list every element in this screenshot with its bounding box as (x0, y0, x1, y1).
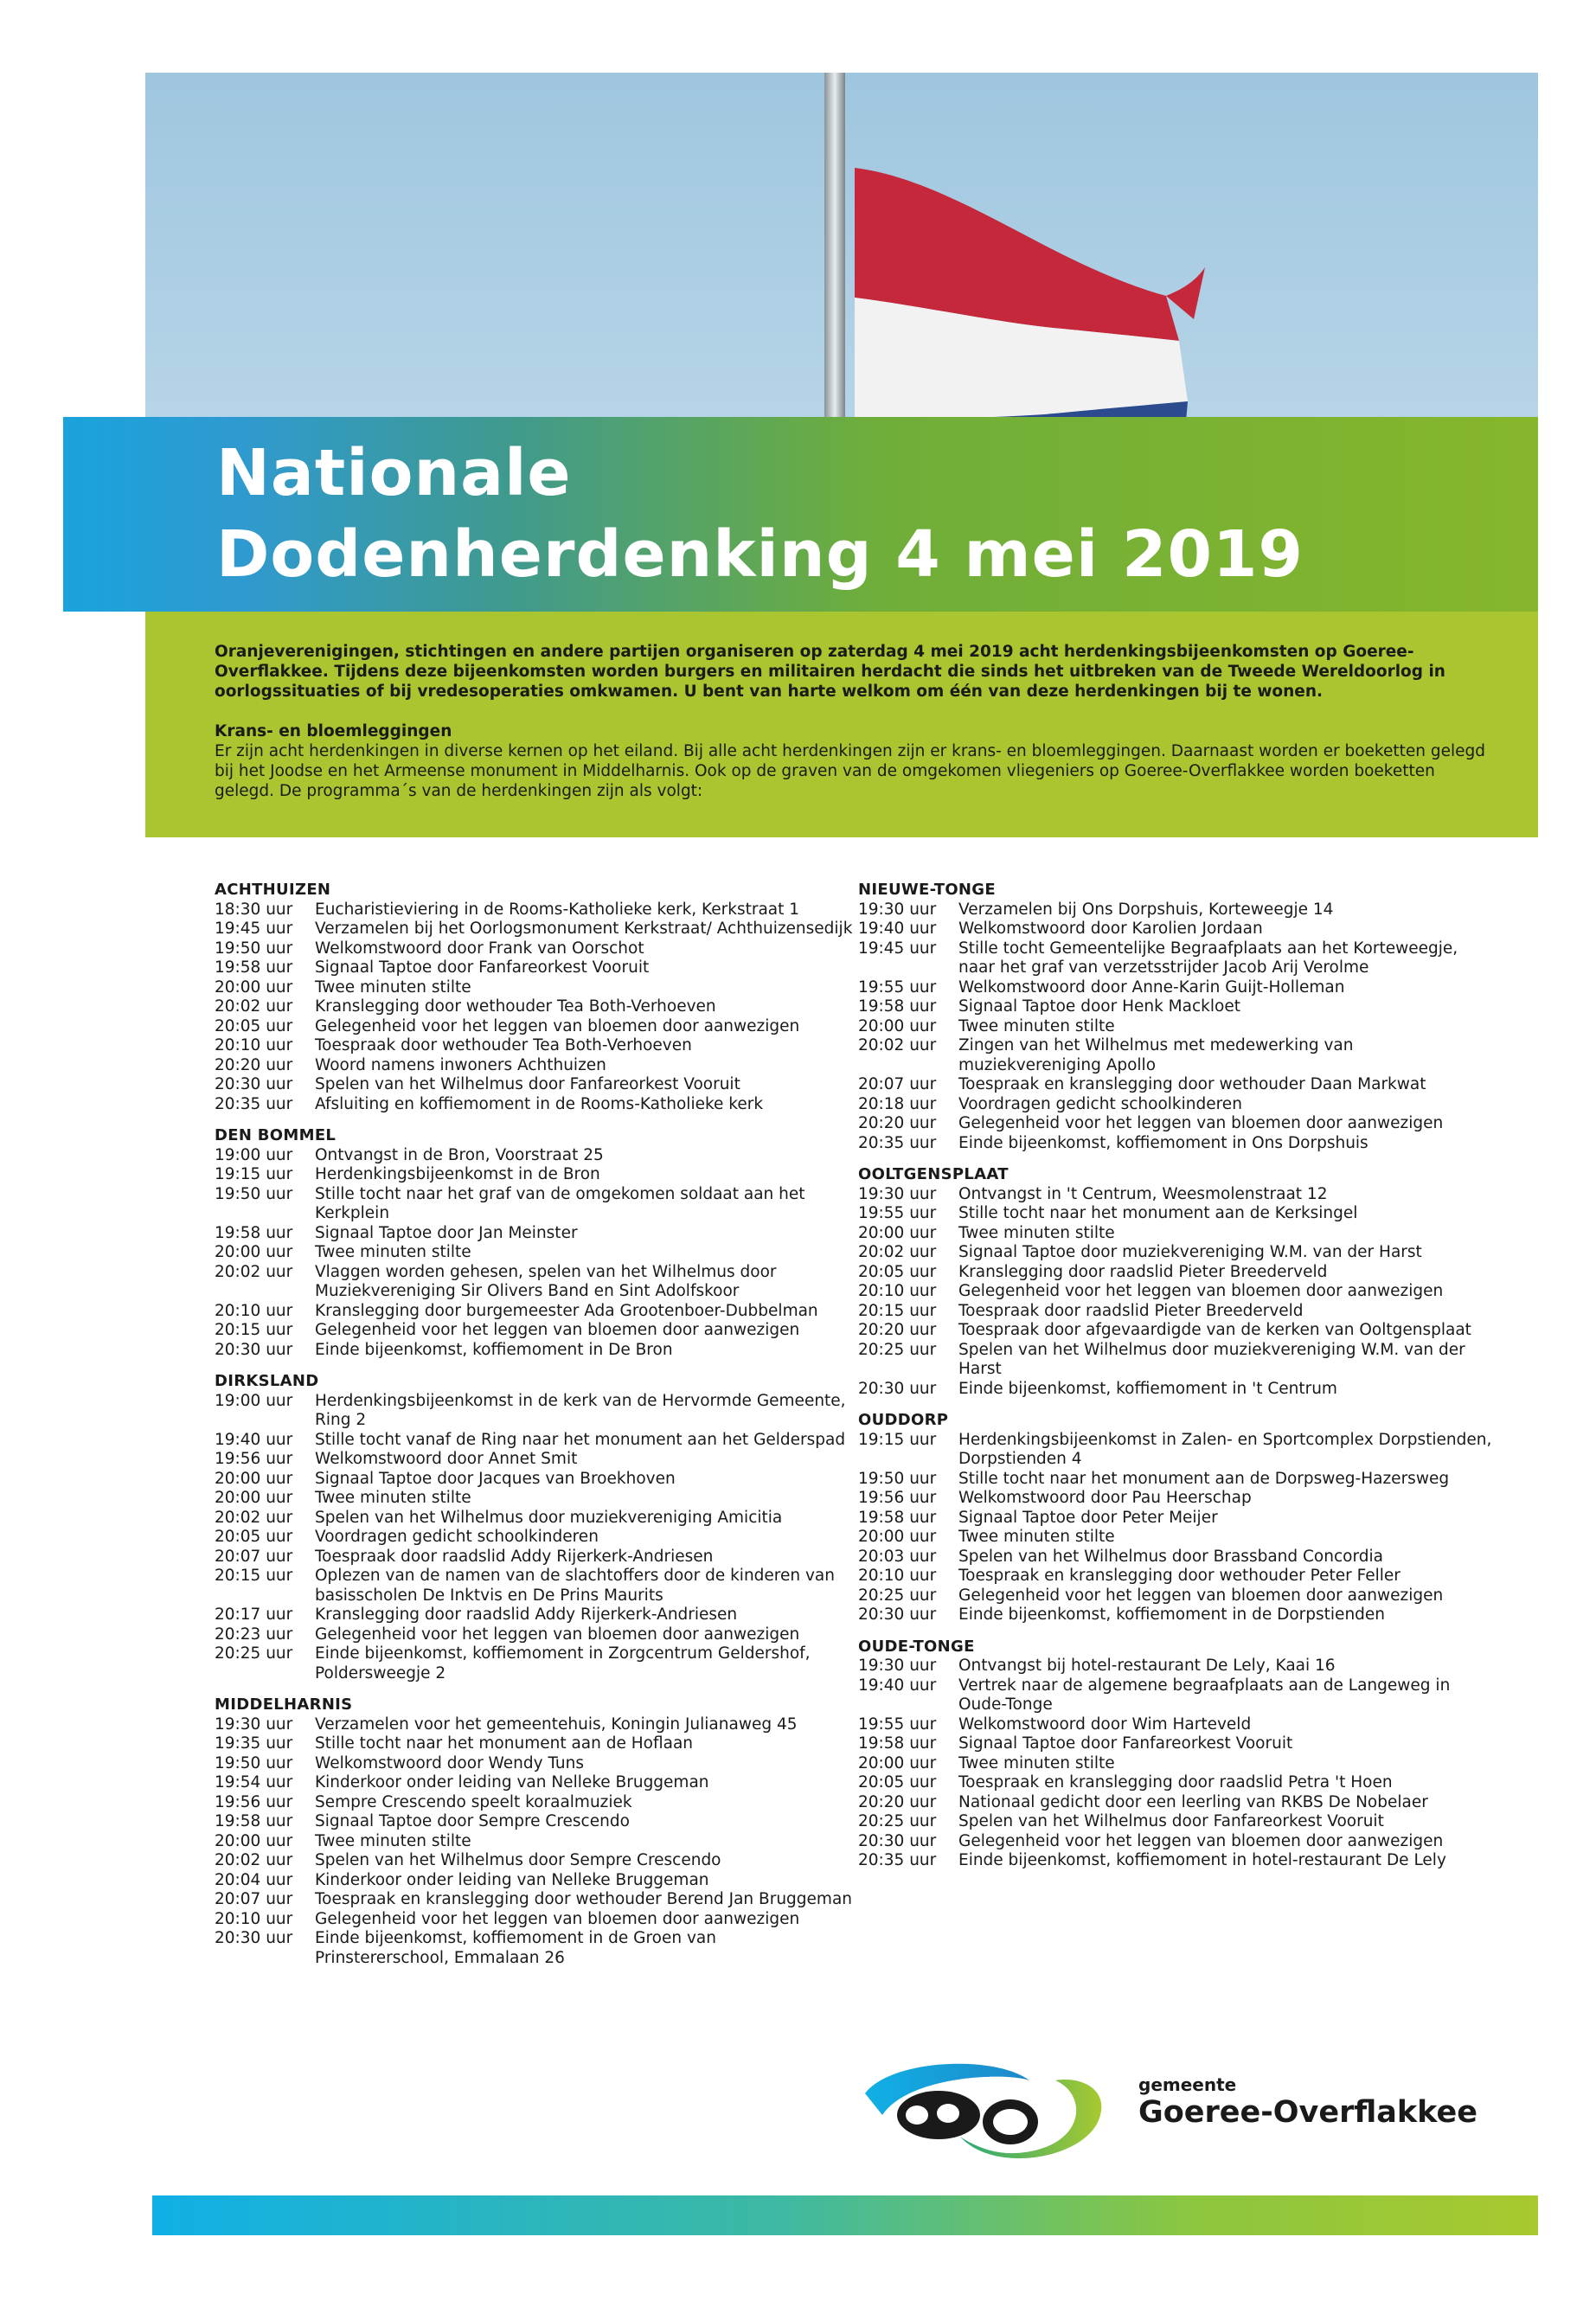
program-description: Verzamelen voor het gemeentehuis, Koningin Julianaweg 45 (315, 1715, 798, 1734)
program-description: Welkomstwoord door Wim Harteveld (958, 1715, 1252, 1734)
program-description: Herdenkingsbijeenkomst in de Bron (315, 1165, 600, 1183)
program-description: Toespraak en kranslegging door raadslid Petra 't Hoen (958, 1773, 1393, 1791)
program-row (215, 1224, 855, 1244)
program-time: 19:58 uur (215, 1812, 293, 1830)
program-description: Gelegenheid voor het leggen van bloemen door aanwezigen (315, 1321, 800, 1339)
program-description: Welkomstwoord door Annet Smit (315, 1450, 578, 1468)
program-description: Vertrek naar de algemene begraafplaats aan de Langeweg in Oude-Tonge (958, 1676, 1451, 1714)
program-row (858, 1832, 1498, 1852)
program-description: Herdenkingsbijeenkomst in Zalen- en Sportcomplex Dorpstienden, Dorpstienden 4 (958, 1430, 1492, 1468)
program-description: Einde bijeenkomst, koffiemoment in 't Centrum (958, 1379, 1337, 1398)
program-description: Signaal Taptoe door Fanfareorkest Vooruit (958, 1734, 1293, 1753)
program-description: Einde bijeenkomst, koffiemoment in hotel-restaurant De Lely (958, 1851, 1446, 1869)
program-description: Zingen van het Wilhelmus met medewerking van muziekvereniging Apollo (958, 1036, 1354, 1074)
program-row (858, 1793, 1498, 1813)
program-description: Kranslegging door raadslid Addy Rijerkerk-Andriesen (315, 1606, 738, 1624)
program-description: Signaal Taptoe door Jan Meinster (315, 1223, 578, 1242)
section-title: NIEUWE-TONGE (858, 881, 996, 899)
program-time: 20:04 uur (215, 1870, 293, 1889)
program-time: 20:30 uur (215, 1340, 293, 1359)
program-row (858, 1243, 1498, 1263)
program-description: Oplezen van de namen van de slachtoffers door de kinderen van basisscholen De Inktvis en De Prins Maurits (315, 1567, 835, 1605)
program-time: 20:02 uur (858, 1243, 937, 1261)
program-row (215, 1056, 855, 1076)
program-row (215, 1528, 855, 1548)
program-description: Signaal Taptoe door Fanfareorkest Vooruit (315, 958, 650, 977)
program-row (858, 1851, 1498, 1871)
program-row (215, 1302, 855, 1322)
program-time: 19:45 uur (215, 920, 293, 938)
program-time: 19:30 uur (858, 1657, 937, 1675)
program-row (215, 1793, 855, 1813)
program-row (215, 1431, 855, 1451)
logo-name: Goeree-Overflakkee (1138, 2095, 1477, 2130)
program-description: Spelen van het Wilhelmus door Brassband Concordia (958, 1547, 1383, 1566)
program-row (215, 978, 855, 998)
program-time: 20:05 uur (215, 1016, 293, 1035)
program-description: Herdenkingsbijeenkomst in de kerk van de Hervormde Gemeente, Ring 2 (315, 1391, 846, 1429)
program-time: 20:30 uur (858, 1831, 937, 1850)
program-time: 19:15 uur (858, 1430, 937, 1449)
program-description: Stille tocht naar het graf van de omgekomen soldaat aan het Kerkplein (315, 1184, 805, 1222)
program-row (215, 958, 855, 978)
program-description: Ontvangst in de Bron, Voorstraat 25 (315, 1145, 604, 1164)
program-time: 19:15 uur (215, 1165, 293, 1183)
program-time: 20:10 uur (215, 1036, 293, 1054)
program-time: 20:00 uur (215, 1243, 293, 1261)
program-description: Gelegenheid voor het leggen van bloemen door aanwezigen (958, 1114, 1444, 1132)
program-row (858, 1509, 1498, 1529)
program-time: 20:20 uur (858, 1114, 937, 1132)
program-description: Twee minuten stilte (958, 1223, 1115, 1242)
program-description: Spelen van het Wilhelmus door Fanfareorkest Vooruit (315, 1075, 740, 1093)
program-description: Toespraak door wethouder Tea Both-Verhoeven (315, 1036, 692, 1054)
program-description: Gelegenheid voor het leggen van bloemen door aanwezigen (315, 1016, 800, 1035)
program-time: 20:10 uur (858, 1282, 937, 1300)
program-time: 19:58 uur (215, 958, 293, 977)
program-row (215, 1095, 855, 1115)
program-row (215, 1910, 855, 1930)
program-time: 19:40 uur (858, 1676, 937, 1695)
section-title: MIDDELHARNIS (215, 1695, 353, 1714)
program-description: Welkomstwoord door Pau Heerschap (958, 1489, 1252, 1507)
program-time: 20:20 uur (215, 1055, 293, 1074)
program-row (215, 1715, 855, 1735)
program-row (215, 1341, 855, 1361)
program-row (858, 1734, 1498, 1754)
program-row (858, 1657, 1498, 1676)
program-row (215, 1036, 855, 1056)
section-title: DIRKSLAND (215, 1372, 319, 1390)
program-time: 20:02 uur (215, 997, 293, 1016)
program-row (858, 1302, 1498, 1322)
program-description: Welkomstwoord door Anne-Karin Guijt-Holleman (958, 977, 1345, 997)
program-description: Spelen van het Wilhelmus door Sempre Crescendo (315, 1851, 721, 1869)
program-description: Signaal Taptoe door muziekvereniging W.M. van der Harst (958, 1243, 1422, 1261)
program-time: 19:50 uur (215, 1753, 293, 1772)
program-row (215, 1321, 855, 1341)
program-description: Welkomstwoord door Wendy Tuns (315, 1753, 585, 1772)
program-description: Einde bijeenkomst, koffiemoment in de Groen van Prinstererschool, Emmalaan 26 (315, 1929, 716, 1967)
program-description: Signaal Taptoe door Peter Meijer (958, 1508, 1218, 1527)
program-description: Verzamelen bij het Oorlogsmonument Kerkstraat/ Achthuizensedijk (315, 920, 853, 938)
program-time: 20:25 uur (215, 1644, 293, 1663)
program-description: Spelen van het Wilhelmus door Fanfareorkest Vooruit (958, 1812, 1384, 1830)
program-time: 20:15 uur (858, 1301, 937, 1320)
page-title (216, 433, 1427, 595)
program-description: Welkomstwoord door Frank van Oorschot (315, 939, 644, 958)
program-row (858, 1528, 1498, 1548)
program-time: 20:03 uur (858, 1547, 937, 1566)
program-description: Stille tocht Gemeentelijke Begraafplaats aan het Korteweegje, naar het graf van verzetsstrijder Jacob Arij Verolme (958, 939, 1458, 977)
program-row (858, 1773, 1498, 1793)
program-description: Voordragen gedicht schoolkinderen (315, 1528, 599, 1546)
program-row (858, 1341, 1498, 1380)
program-description: Signaal Taptoe door Jacques van Broekhoven (315, 1469, 676, 1488)
program-time: 20:25 uur (858, 1586, 937, 1605)
title-line-2: Dodenherdenking 4 mei 2019 (216, 517, 1304, 592)
program-row (858, 1489, 1498, 1509)
program-description: Toespraak en kranslegging door wethouder Peter Feller (958, 1567, 1401, 1585)
program-time: 19:45 uur (858, 939, 937, 958)
program-section (215, 1372, 855, 1683)
program-time: 19:40 uur (858, 920, 937, 938)
program-row (858, 1470, 1498, 1490)
program-row (858, 1114, 1498, 1134)
program-description: Verzamelen bij Ons Dorpshuis, Korteweegje 14 (958, 900, 1334, 919)
program-description: Afsluiting en koffiemoment in de Rooms-Katholieke kerk (315, 1094, 764, 1113)
program-time: 20:25 uur (858, 1812, 937, 1830)
program-row (858, 997, 1498, 1017)
program-row (858, 1676, 1498, 1715)
program-description: Toespraak door raadslid Pieter Breederveld (958, 1301, 1304, 1320)
program-row (858, 1134, 1498, 1154)
program-row (858, 1282, 1498, 1302)
program-description: Einde bijeenkomst, koffiemoment in Zorgcentrum Geldershof, Poldersweegje 2 (315, 1644, 811, 1682)
program-time: 19:00 uur (215, 1391, 293, 1410)
program-row (215, 1606, 855, 1625)
program-description: Einde bijeenkomst, koffiemoment in de Dorpstienden (958, 1606, 1386, 1624)
program-row (215, 1509, 855, 1529)
program-row (215, 1625, 855, 1645)
program-description: Signaal Taptoe door Henk Mackloet (958, 997, 1240, 1016)
program-description: Kranslegging door wethouder Tea Both-Verhoeven (315, 997, 716, 1016)
program-row (215, 997, 855, 1017)
program-row (858, 1754, 1498, 1774)
program-row (215, 1392, 855, 1431)
title-line-1: Nationale (216, 436, 572, 510)
program-time: 19:55 uur (858, 1204, 937, 1222)
program-time: 20:30 uur (215, 1075, 293, 1093)
program-time: 19:56 uur (858, 1489, 937, 1507)
program-row (215, 1489, 855, 1509)
program-time: 20:10 uur (215, 1909, 293, 1928)
program-time: 20:00 uur (215, 1831, 293, 1850)
program-section (215, 1695, 855, 1968)
program-row (858, 1586, 1498, 1606)
intro-lead: Oranjeverenigingen, stichtingen en andere partijen organiseren op zaterdag 4 mei 2019 acht herdenkingsbijeenkomsten op Goeree-Overflakkee. Tijdens deze bijeenkomsten worden burgers en militairen herdacht die sinds het uitbreken van de Tweede Wereldoorlog in oorlogssituaties of bij vredesoperaties omkwamen. U bent van harte welkom om één van deze herdenkingen bij te wonen. (215, 643, 1445, 701)
program-time: 20:25 uur (858, 1340, 937, 1359)
program-description: Gelegenheid voor het leggen van bloemen door aanwezigen (315, 1625, 800, 1644)
program-column-left (215, 881, 855, 1980)
program-section (215, 881, 855, 1114)
program-time: 20:02 uur (215, 1851, 293, 1869)
program-row (858, 1036, 1498, 1075)
section-title: DEN BOMMEL (215, 1126, 337, 1144)
program-time: 19:58 uur (858, 1508, 937, 1527)
intro-text (215, 642, 1495, 801)
program-row (215, 1146, 855, 1166)
program-description: Kinderkoor onder leiding van Nelleke Bruggeman (315, 1773, 709, 1791)
program-time: 20:20 uur (858, 1321, 937, 1339)
program-row (858, 1715, 1498, 1735)
program-description: Ontvangst bij hotel-restaurant De Lely, Kaai 16 (958, 1657, 1336, 1675)
program-row (215, 1017, 855, 1037)
program-section (215, 1126, 855, 1360)
program-description: Toespraak en kranslegging door wethouder Daan Markwat (958, 1075, 1426, 1093)
program-description: Toespraak en kranslegging door wethouder Berend Jan Bruggeman (315, 1890, 853, 1908)
program-description: Twee minuten stilte (958, 1753, 1115, 1772)
program-row (215, 1450, 855, 1470)
program-section (858, 1165, 1498, 1399)
program-row (858, 1380, 1498, 1400)
program-time: 20:00 uur (858, 1223, 937, 1242)
program-description: Kranslegging door burgemeester Ada Grootenboer-Dubbelman (315, 1301, 818, 1320)
program-row (858, 1606, 1498, 1625)
section-title: OOLTGENSPLAAT (858, 1165, 1009, 1183)
program-time: 19:00 uur (215, 1145, 293, 1164)
program-description: Twee minuten stilte (315, 1831, 471, 1850)
program-row (215, 939, 855, 959)
program-time: 20:35 uur (858, 1133, 937, 1152)
program-time: 19:56 uur (215, 1450, 293, 1468)
program-row (858, 1567, 1498, 1586)
intro-subheading: Krans- en bloemleggingen (215, 722, 452, 740)
program-time: 20:30 uur (858, 1606, 937, 1624)
section-title: OUDE-TONGE (858, 1637, 975, 1656)
program-time: 20:07 uur (215, 1547, 293, 1566)
program-time: 19:30 uur (215, 1715, 293, 1734)
program-row (215, 1929, 855, 1968)
program-time: 20:30 uur (215, 1929, 293, 1947)
program-time: 19:30 uur (858, 900, 937, 919)
program-time: 19:56 uur (215, 1792, 293, 1811)
program-row (215, 1890, 855, 1910)
program-time: 20:23 uur (215, 1625, 293, 1644)
program-row (215, 1263, 855, 1302)
program-row (858, 1321, 1498, 1341)
program-description: Gelegenheid voor het leggen van bloemen door aanwezigen (315, 1909, 800, 1928)
program-time: 19:54 uur (215, 1773, 293, 1791)
program-section (858, 1638, 1498, 1871)
program-time: 20:02 uur (858, 1036, 937, 1054)
program-time: 20:05 uur (215, 1528, 293, 1546)
program-row (215, 1812, 855, 1832)
program-time: 20:00 uur (858, 1016, 937, 1035)
program-row (215, 1075, 855, 1095)
program-row (858, 1431, 1498, 1470)
program-description: Twee minuten stilte (315, 1489, 471, 1507)
program-description: Signaal Taptoe door Sempre Crescendo (315, 1812, 630, 1830)
program-time: 19:50 uur (858, 1469, 937, 1488)
program-description: Ontvangst in 't Centrum, Weesmolenstraat 12 (958, 1184, 1328, 1203)
program-row (215, 1851, 855, 1871)
program-time: 20:07 uur (215, 1890, 293, 1908)
section-title: ACHTHUIZEN (215, 881, 331, 899)
program-column-right (858, 881, 1498, 1883)
program-description: Einde bijeenkomst, koffiemoment in Ons Dorpshuis (958, 1133, 1368, 1152)
program-row (215, 1548, 855, 1567)
program-time: 19:40 uur (215, 1430, 293, 1449)
program-row (858, 901, 1498, 920)
intro-body: Er zijn acht herdenkingen in diverse kernen op het eiland. Bij alle acht herdenkingen zijn er krans- en bloemleggingen. Daarnaast worden er boeketten gelegd bij het Joodse en het Armeense monument in Middelharnis. Ook op de graven van de omgekomen vliegeniers op Goeree-Overflakkee worden boeketten gelegd. De programma´s van de herdenkingen zijn als volgt: (215, 742, 1485, 800)
program-time: 19:50 uur (215, 939, 293, 958)
program-description: Stille tocht naar het monument aan de Hoflaan (315, 1734, 694, 1753)
program-description: Voordragen gedicht schoolkinderen (958, 1094, 1242, 1113)
program-time: 19:35 uur (215, 1734, 293, 1753)
program-row (215, 1644, 855, 1683)
program-time: 19:58 uur (858, 1734, 937, 1753)
section-title: OUDDORP (858, 1411, 949, 1429)
program-row (858, 1017, 1498, 1037)
program-row (858, 1224, 1498, 1244)
program-row (215, 901, 855, 920)
program-row (215, 1832, 855, 1852)
program-time: 20:30 uur (858, 1379, 937, 1398)
program-time: 19:55 uur (858, 977, 937, 997)
program-description: Spelen van het Wilhelmus door muziekvereniging Amicitia (315, 1508, 783, 1527)
program-description: Woord namens inwoners Achthuizen (315, 1055, 606, 1074)
program-description: Toespraak door afgevaardigde van de kerken van Ooltgensplaat (958, 1321, 1471, 1339)
program-row (215, 1754, 855, 1774)
program-description: Twee minuten stilte (958, 1528, 1115, 1546)
program-time: 20:15 uur (215, 1567, 293, 1585)
program-time: 20:05 uur (858, 1773, 937, 1791)
program-time: 20:18 uur (858, 1094, 937, 1113)
program-time: 18:30 uur (215, 900, 293, 919)
program-time: 20:07 uur (858, 1075, 937, 1093)
municipality-logo-icon (856, 2054, 1116, 2176)
program-description: Sempre Crescendo speelt koraalmuziek (315, 1792, 632, 1811)
program-time: 20:20 uur (858, 1792, 937, 1811)
program-row (858, 1075, 1498, 1095)
program-row (215, 1773, 855, 1793)
program-description: Stille tocht naar het monument aan de Kerksingel (958, 1204, 1358, 1222)
program-row (215, 1470, 855, 1490)
program-time: 20:35 uur (858, 1851, 937, 1869)
program-description: Spelen van het Wilhelmus door muziekvereniging W.M. van der Harst (958, 1340, 1465, 1378)
footer-bar (152, 2195, 1538, 2235)
program-description: Toespraak door raadslid Addy Rijerkerk-Andriesen (315, 1547, 714, 1566)
program-section (858, 1411, 1498, 1625)
program-row (858, 1095, 1498, 1115)
program-time: 20:00 uur (858, 1753, 937, 1772)
program-description: Kranslegging door raadslid Pieter Breederveld (958, 1262, 1328, 1281)
program-description: Gelegenheid voor het leggen van bloemen door aanwezigen (958, 1586, 1444, 1605)
program-row (858, 1548, 1498, 1567)
program-description: Gelegenheid voor het leggen van bloemen door aanwezigen (958, 1282, 1444, 1300)
program-row (858, 1185, 1498, 1205)
program-row (215, 920, 855, 939)
program-time: 19:58 uur (858, 997, 937, 1016)
program-description: Stille tocht vanaf de Ring naar het monument aan het Gelderspad (315, 1430, 846, 1449)
program-time: 20:02 uur (215, 1262, 293, 1281)
program-time: 20:00 uur (215, 977, 293, 997)
program-time: 20:05 uur (858, 1262, 937, 1281)
program-time: 20:17 uur (215, 1606, 293, 1624)
program-row (215, 1734, 855, 1754)
program-time: 20:00 uur (858, 1528, 937, 1546)
program-description: Welkomstwoord door Karolien Jordaan (958, 920, 1263, 938)
program-row (215, 1871, 855, 1891)
program-row (215, 1165, 855, 1185)
program-description: Twee minuten stilte (315, 977, 471, 997)
program-description: Nationaal gedicht door een leerling van RKBS De Nobelaer (958, 1792, 1428, 1811)
program-row (215, 1185, 855, 1224)
program-description: Gelegenheid voor het leggen van bloemen door aanwezigen (958, 1831, 1444, 1850)
program-description: Einde bijeenkomst, koffiemoment in De Bron (315, 1340, 673, 1359)
program-row (215, 1243, 855, 1263)
program-description: Stille tocht naar het monument aan de Dorpsweg-Hazersweg (958, 1469, 1450, 1488)
program-description: Twee minuten stilte (958, 1016, 1115, 1035)
program-description: Twee minuten stilte (315, 1243, 471, 1261)
program-description: Kinderkoor onder leiding van Nelleke Bruggeman (315, 1870, 709, 1889)
program-time: 19:30 uur (858, 1184, 937, 1203)
program-row (858, 1263, 1498, 1283)
program-time: 20:35 uur (215, 1094, 293, 1113)
program-time: 20:10 uur (215, 1301, 293, 1320)
logo-label-small: gemeente (1138, 2074, 1237, 2095)
program-time: 20:15 uur (215, 1321, 293, 1339)
program-row (215, 1567, 855, 1606)
program-row (858, 1812, 1498, 1832)
program-row (858, 920, 1498, 939)
program-time: 20:10 uur (858, 1567, 937, 1585)
program-row (858, 978, 1498, 998)
program-time: 19:50 uur (215, 1184, 293, 1203)
program-time: 20:00 uur (215, 1489, 293, 1507)
program-time: 20:00 uur (215, 1469, 293, 1488)
program-section (858, 881, 1498, 1153)
program-description: Vlaggen worden gehesen, spelen van het Wilhelmus door Muziekvereniging Sir Olivers Band en Sint Adolfskoor (315, 1262, 777, 1300)
program-time: 19:58 uur (215, 1223, 293, 1242)
program-time: 20:02 uur (215, 1508, 293, 1527)
program-row (858, 939, 1498, 978)
program-time: 19:55 uur (858, 1715, 937, 1734)
program-description: Eucharistieviering in de Rooms-Katholieke kerk, Kerkstraat 1 (315, 900, 800, 919)
program-row (858, 1204, 1498, 1224)
